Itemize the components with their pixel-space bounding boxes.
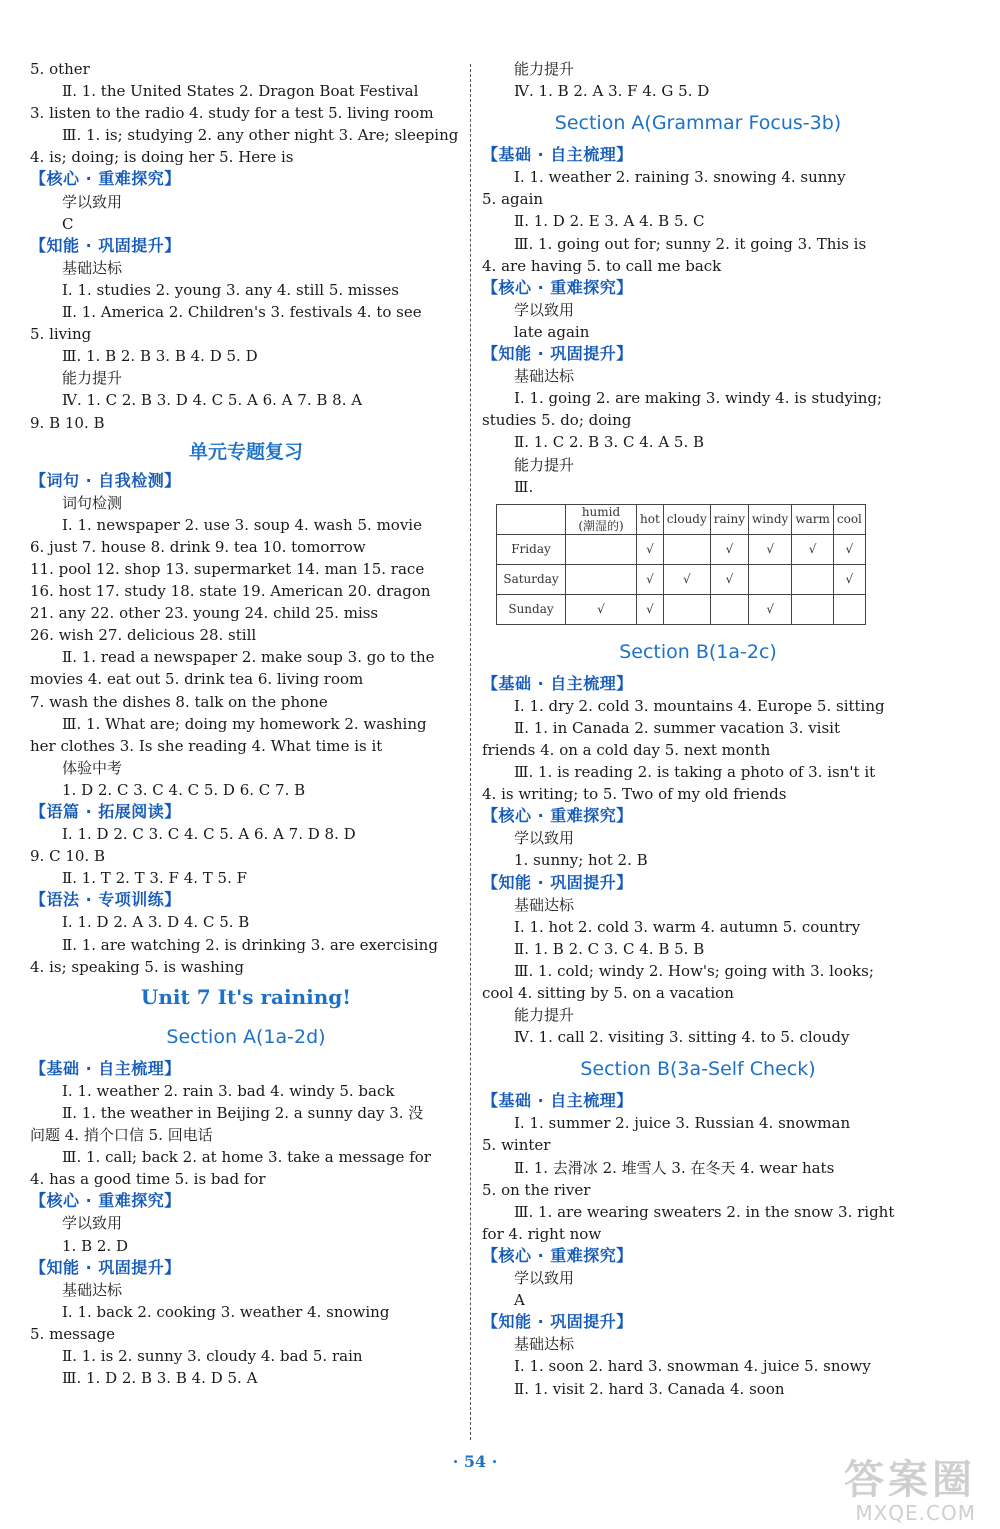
answer-line: her clothes 3. Is she reading 4. What time is it xyxy=(30,736,383,755)
answer-line: Ⅰ. 1. D 2. A 3. D 4. C 5. B xyxy=(62,913,250,932)
table-day-cell: Friday xyxy=(497,534,566,564)
table-header-text: humid xyxy=(581,505,621,520)
answer-line: Ⅱ. 1. T 2. T 3. F 4. T 5. F xyxy=(62,869,248,888)
weather-table xyxy=(496,504,866,625)
answer-line: 基础达标 xyxy=(514,1335,575,1354)
table-check-cell: √ xyxy=(710,534,748,564)
section-heading: Section A(1a-2d) xyxy=(166,1025,326,1048)
group-heading: 【基础 · 自主梳理】 xyxy=(482,1091,633,1111)
answer-line: 4. are having 5. to call me back xyxy=(482,256,722,275)
answer-line: 能力提升 xyxy=(514,1006,575,1025)
answer-line: 基础达标 xyxy=(62,258,123,277)
answer-line: Ⅲ. 1. What are; doing my homework 2. washing xyxy=(62,714,427,733)
table-check-cell xyxy=(833,594,865,624)
table-header-humid xyxy=(566,504,637,534)
answer-line: 基础达标 xyxy=(62,1280,123,1299)
answer-line: Ⅳ. 1. B 2. A 3. F 4. G 5. D xyxy=(514,82,710,101)
table-header-cell: hot xyxy=(637,504,664,534)
group-heading: 【词句 · 自我检测】 xyxy=(30,470,181,490)
answer-line: 1. sunny; hot 2. B xyxy=(514,851,648,870)
table-check-cell xyxy=(792,594,834,624)
answer-line: 1. B 2. D xyxy=(62,1236,128,1255)
table-header-row xyxy=(497,504,866,534)
group-heading: 【基础 · 自主梳理】 xyxy=(30,1058,181,1078)
answer-line: Ⅱ. 1. is 2. sunny 3. cloudy 4. bad 5. rain xyxy=(62,1346,363,1365)
answer-line: Ⅳ. 1. call 2. visiting 3. sitting 4. to 5. cloudy xyxy=(514,1028,850,1047)
table-check-cell: √ xyxy=(749,534,792,564)
answer-line: Ⅰ. 1. weather 2. rain 3. bad 4. windy 5. back xyxy=(62,1081,395,1100)
page-number: · 54 · xyxy=(452,1452,498,1471)
table-check-cell xyxy=(566,534,637,564)
table-corner-cell xyxy=(497,504,566,534)
group-heading: 【知能 · 巩固提升】 xyxy=(482,1312,633,1332)
table-row xyxy=(497,534,866,564)
answer-line: Ⅲ. 1. call; back 2. at home 3. take a message for xyxy=(62,1148,431,1167)
table-check-cell xyxy=(710,594,748,624)
answer-line: 9. B 10. B xyxy=(30,413,105,432)
answer-line: Ⅰ. 1. going 2. are making 3. windy 4. is studying; xyxy=(514,389,883,408)
answer-line: for 4. right now xyxy=(482,1224,602,1243)
table-check-cell: √ xyxy=(637,594,664,624)
answer-line: Ⅱ. 1. 去滑冰 2. 堆雪人 3. 在冬天 4. wear hats xyxy=(514,1158,835,1177)
answer-line: Ⅱ. 1. D 2. E 3. A 4. B 5. C xyxy=(514,212,705,231)
answer-line: cool 4. sitting by 5. on a vacation xyxy=(482,984,734,1002)
answer-line: Ⅰ. 1. dry 2. cold 3. mountains 4. Europe 5. sitting xyxy=(514,696,885,715)
table-check-cell xyxy=(792,564,834,594)
answer-line: 4. has a good time 5. is bad for xyxy=(30,1170,266,1189)
answer-line: Ⅲ. 1. D 2. B 3. B 4. D 5. A xyxy=(62,1369,258,1388)
table-header-cell: rainy xyxy=(710,504,748,534)
answer-line: Ⅰ. 1. D 2. C 3. C 4. C 5. A 6. A 7. D 8. D xyxy=(62,825,356,844)
table-check-cell xyxy=(663,594,710,624)
answer-line: 学以致用 xyxy=(514,300,575,319)
answer-line: Ⅲ. 1. is; studying 2. any other night 3. Are; sleeping xyxy=(62,126,459,145)
answer-line: 5. on the river xyxy=(482,1180,591,1199)
table-check-cell xyxy=(749,564,792,594)
table-check-cell: √ xyxy=(833,564,865,594)
answer-line: 16. host 17. study 18. state 19. American 20. dragon xyxy=(30,582,431,601)
answer-line: 能力提升 xyxy=(514,455,575,474)
answer-line: movies 4. eat out 5. drink tea 6. living room xyxy=(30,670,364,689)
group-heading: 【核心 · 重难探究】 xyxy=(482,806,633,826)
answer-line: Ⅱ. 1. in Canada 2. summer vacation 3. visit xyxy=(514,718,840,737)
answer-line: Ⅱ. 1. America 2. Children's 3. festivals 4. to see xyxy=(62,303,422,322)
section-heading: Section B(1a-2c) xyxy=(619,640,777,663)
table-check-cell: √ xyxy=(710,564,748,594)
answer-line: 6. just 7. house 8. drink 9. tea 10. tomorrow xyxy=(30,537,366,556)
answer-line: 5. again xyxy=(482,190,544,209)
watermark-title: 答案圈 xyxy=(844,1457,976,1503)
answer-line: Ⅰ. 1. studies 2. young 3. any 4. still 5. misses xyxy=(62,280,399,299)
answer-line: 学以致用 xyxy=(62,192,123,211)
group-heading: 【核心 · 重难探究】 xyxy=(482,1245,633,1265)
table-day-cell: Sunday xyxy=(497,594,566,624)
answer-line: Ⅰ. 1. weather 2. raining 3. snowing 4. sunny xyxy=(514,168,846,187)
answer-line: 体验中考 xyxy=(62,758,123,777)
answer-line: Ⅲ. 1. B 2. B 3. B 4. D 5. D xyxy=(62,347,258,366)
answer-line: Ⅱ. 1. the United States 2. Dragon Boat Festival xyxy=(62,82,419,101)
answer-line: Ⅱ. 1. the weather in Beijing 2. a sunny day 3. 没 xyxy=(62,1103,424,1122)
group-heading: 【核心 · 重难探究】 xyxy=(482,277,633,297)
answer-line: 5. winter xyxy=(482,1136,551,1155)
table-check-cell: √ xyxy=(792,534,834,564)
table-check-cell: √ xyxy=(637,534,664,564)
answer-line: Ⅰ. 1. back 2. cooking 3. weather 4. snowing xyxy=(62,1302,390,1321)
answer-line: 21. any 22. other 23. young 24. child 25. miss xyxy=(30,604,379,623)
answer-line: 11. pool 12. shop 13. supermarket 14. man 15. race xyxy=(30,559,425,578)
answer-line: Ⅰ. 1. newspaper 2. use 3. soup 4. wash 5. movie xyxy=(62,515,422,534)
answer-line: 学以致用 xyxy=(62,1214,123,1233)
answer-line: Ⅱ. 1. are watching 2. is drinking 3. are exercising xyxy=(62,935,438,954)
answer-line: 3. listen to the radio 4. study for a test 5. living room xyxy=(30,104,434,123)
answer-line: Ⅲ. 1. going out for; sunny 2. it going 3. This is xyxy=(514,234,867,253)
table-check-cell xyxy=(663,534,710,564)
watermark-logo xyxy=(806,1458,976,1524)
answer-line: Ⅲ. 1. is reading 2. is taking a photo of 3. isn't it xyxy=(514,763,876,782)
answer-line: late again xyxy=(514,322,590,341)
answer-line: 9. C 10. B xyxy=(30,847,105,866)
answer-line: Ⅰ. 1. hot 2. cold 3. warm 4. autumn 5. country xyxy=(514,917,861,936)
table-check-cell: √ xyxy=(637,564,664,594)
answer-line: Ⅱ. 1. C 2. B 3. C 4. A 5. B xyxy=(514,433,705,452)
group-heading: 【核心 · 重难探究】 xyxy=(30,1191,181,1211)
table-header-cell: cool xyxy=(833,504,865,534)
group-heading: 【语法 · 专项训练】 xyxy=(30,890,181,910)
table-check-cell xyxy=(566,564,637,594)
answer-line: 问题 4. 捎个口信 5. 回电话 xyxy=(30,1126,213,1145)
group-heading: 【核心 · 重难探究】 xyxy=(30,169,181,189)
answer-line: C xyxy=(62,214,74,233)
answer-line: Ⅱ. 1. read a newspaper 2. make soup 3. go to the xyxy=(62,648,435,667)
answer-line: 能力提升 xyxy=(62,369,123,388)
answer-line: 5. message xyxy=(30,1324,115,1343)
answer-line: 学以致用 xyxy=(514,1269,575,1288)
group-heading: 【基础 · 自主梳理】 xyxy=(482,145,633,165)
answer-line: 4. is; doing; is doing her 5. Here is xyxy=(30,148,294,167)
answer-line: Ⅱ. 1. visit 2. hard 3. Canada 4. soon xyxy=(514,1379,785,1398)
answer-line: 5. living xyxy=(30,325,92,344)
answer-line: 5. other xyxy=(30,60,90,78)
answer-line: 4. is writing; to 5. Two of my old friends xyxy=(482,785,787,804)
group-heading: 【知能 · 巩固提升】 xyxy=(482,344,633,364)
answer-line: Ⅰ. 1. soon 2. hard 3. snowman 4. juice 5. snowy xyxy=(514,1357,871,1376)
table-header-cell: windy xyxy=(749,504,792,534)
table-header-text: (潮湿的) xyxy=(578,519,624,534)
answer-line: Ⅳ. 1. C 2. B 3. D 4. C 5. A 6. A 7. B 8. A xyxy=(62,391,363,410)
section-heading: Section A(Grammar Focus-3b) xyxy=(554,112,842,135)
table-check-cell: √ xyxy=(833,534,865,564)
left-column xyxy=(30,58,462,1389)
group-heading: 【知能 · 巩固提升】 xyxy=(30,235,181,255)
group-heading: 【知能 · 巩固提升】 xyxy=(30,1257,181,1277)
answer-line: 基础达标 xyxy=(514,895,575,914)
answer-line: 学以致用 xyxy=(514,829,575,848)
watermark-url: MXQE.COM xyxy=(855,1501,976,1525)
group-heading: 【语篇 · 拓展阅读】 xyxy=(30,802,181,821)
answer-line: Ⅲ. xyxy=(514,477,534,496)
column-divider xyxy=(470,64,471,1440)
table-check-cell: √ xyxy=(749,594,792,624)
answer-line: 1. D 2. C 3. C 4. C 5. D 6. C 7. B xyxy=(62,780,306,799)
answer-line: 能力提升 xyxy=(514,60,575,78)
answer-line: Ⅱ. 1. B 2. C 3. C 4. B 5. B xyxy=(514,939,705,958)
answer-line: 词句检测 xyxy=(62,493,123,512)
answer-line: Ⅲ. 1. are wearing sweaters 2. in the snow 3. right xyxy=(514,1202,895,1221)
answer-line: 基础达标 xyxy=(514,367,575,386)
answer-line: Ⅲ. 1. cold; windy 2. How's; going with 3. looks; xyxy=(514,961,874,980)
table-row xyxy=(497,564,866,594)
answer-line: friends 4. on a cold day 5. next month xyxy=(482,740,771,759)
table-header-cell: warm xyxy=(792,504,834,534)
answer-line: studies 5. do; doing xyxy=(482,411,632,430)
unit-review-heading: 单元专题复习 xyxy=(188,440,303,463)
answer-line: 7. wash the dishes 8. talk on the phone xyxy=(30,692,328,711)
table-check-cell: √ xyxy=(566,594,637,624)
table-header-cell: cloudy xyxy=(663,504,710,534)
table-day-cell: Saturday xyxy=(497,564,566,594)
answer-line: 4. is; speaking 5. is washing xyxy=(30,957,244,976)
answer-line: 26. wish 27. delicious 28. still xyxy=(30,626,257,645)
group-heading: 【知能 · 巩固提升】 xyxy=(482,872,633,892)
table-check-cell: √ xyxy=(663,564,710,594)
answer-line: Ⅰ. 1. summer 2. juice 3. Russian 4. snowman xyxy=(514,1114,851,1133)
unit-heading: Unit 7 It's raining! xyxy=(140,984,352,1009)
answer-line: A xyxy=(514,1291,525,1310)
right-column xyxy=(482,58,914,1400)
table-row xyxy=(497,594,866,624)
group-heading: 【基础 · 自主梳理】 xyxy=(482,673,633,693)
section-heading: Section B(3a-Self Check) xyxy=(580,1058,816,1081)
